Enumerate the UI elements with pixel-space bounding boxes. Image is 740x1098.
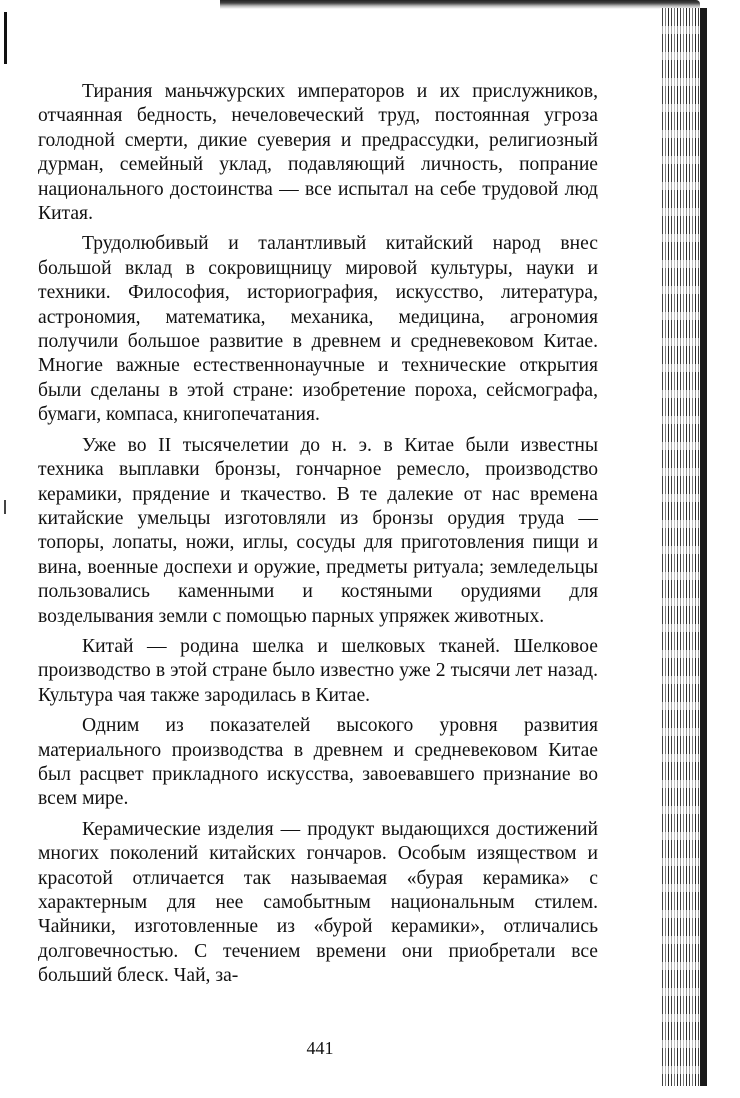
paragraph-3: Уже во II тысячелетии до н. э. в Китае были известны техника выплавки бронзы, гончарное ремесло, производство керамики, прядение и ткачество. В те далекие от нас времена китайские умельцы изготовляли из бронзы орудия труда — топоры, лопаты, ножи, иглы, сосуды для приготовления пищи и вина, военные доспехи и оружие, предметы ритуала; земледельцы пользовались каменными и костяными орудиями для возделывания земли с помощью парных упряжек животных. xyxy=(38,434,598,627)
paragraph-5: Одним из показателей высокого уровня развития материального производства в древнем и средневековом Китае был расцвет прикладного искусства, завоевавшего признание во всем мире. xyxy=(38,715,598,810)
scan-top-edge xyxy=(220,0,700,9)
paragraph-6: Керамические изделия — продукт выдающихся достижений многих поколений китайских гончаров. Особым изяществом и красотой отличается так называемая «бурая керамика» с характерным для нее самобытным национальным стилем. Чайники, изготовленные из «бурой керамики», отличались долговечностью. С течением времени они приобретали все больший блеск. Чай, за- xyxy=(38,818,598,987)
paragraph-1: Тирания маньчжурских императоров и их прислужников, отчаянная бедность, нечеловеческий труд, постоянная угроза голодной смерти, дикие суеверия и предрассудки, религиозный дурман, семейный уклад, подавляющий личность, попрание национального достоинства — все испытал на себе трудовой люд Китая. xyxy=(38,81,598,225)
body-text xyxy=(38,80,598,995)
page-dark-edge xyxy=(700,8,707,1086)
scan-left-mark-small xyxy=(4,500,6,514)
page-number: 441 xyxy=(306,1038,334,1058)
paragraph-4: Китай — родина шелка и шелковых тканей. Шелковое производство в этой стране было известно уже 2 тысячи лет назад. Культура чая также зародилась в Китае. xyxy=(38,635,598,706)
scan-left-mark xyxy=(4,12,7,64)
paragraph-2: Трудолюбивый и талантливый китайский народ внес большой вклад в сокровищницу мировой культуры, науки и техники. Философия, историография, искусство, литература, астрономия, математика, механика, медицина, агрономия получили большое развитие в древнем и средневековом Китае. Многие важные естественнонаучные и технические открытия были сделаны в этой стране: изобретение пороха, сейсмографа, бумаги, компаса, книгопечатания. xyxy=(38,233,598,426)
